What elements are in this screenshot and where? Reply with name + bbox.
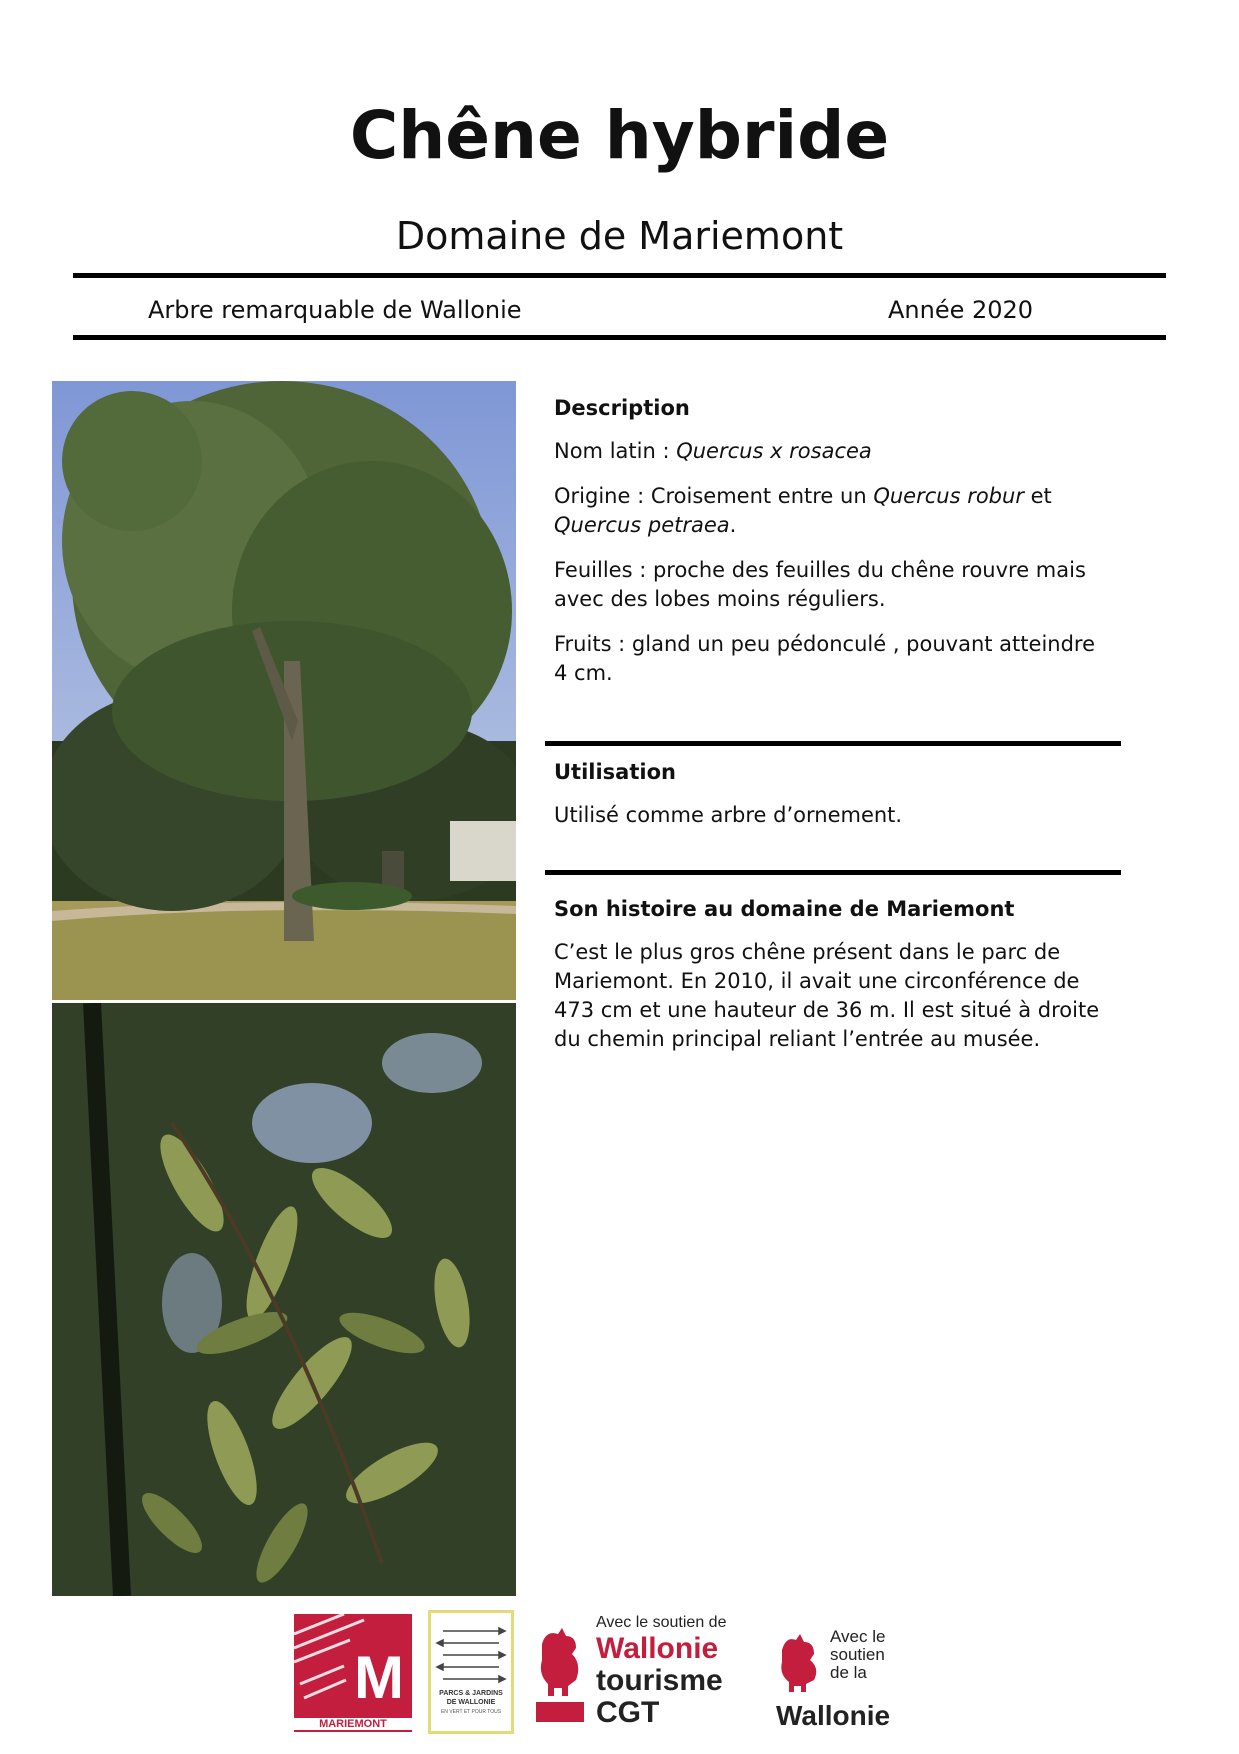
description-section [554, 394, 1114, 704]
fruits-line: Fruits : gland un peu pédonculé , pouvant atteindre 4 cm. [554, 632, 1096, 685]
mariemont-logo-label: MARIEMONT [294, 1718, 412, 1730]
leaves-line: Feuilles : proche des feuilles du chêne rouvre mais avec des lobes moins réguliers. [554, 558, 1086, 611]
history-text: C’est le plus gros chêne présent dans le parc de Mariemont. En 2010, il avait une circonférence de 473 cm et une hauteur de 36 m. Il est situé à droite du chemin principal reliant l’entrée au musée. [554, 940, 1100, 1051]
origin-species-petraea: Quercus petraea [554, 513, 730, 537]
tourisme-logo-line1: Avec le soutien de [596, 1614, 727, 1631]
origin-species-robur: Quercus robur [873, 484, 1024, 508]
latin-name-label: Nom latin : [554, 439, 677, 463]
mariemont-logo [294, 1614, 412, 1732]
section-rule-history [545, 870, 1121, 875]
parcs-logo-text [431, 1689, 511, 1707]
origin-end: . [729, 513, 737, 537]
soutien-logo-line1: Avec le [830, 1627, 886, 1646]
wallonie-tourisme-logo [532, 1614, 742, 1734]
label-year: Année 2020 [888, 296, 1034, 324]
parcs-logo-line2: DE WALLONIE [446, 1699, 496, 1706]
soutien-logo-line4: Wallonie [776, 1700, 891, 1731]
rooster-icon [532, 1624, 588, 1724]
tree-photo [52, 381, 516, 1000]
tourisme-logo-line3: tourisme [596, 1664, 723, 1697]
page-subtitle: Domaine de Mariemont [395, 214, 844, 258]
leaves-photo [52, 1003, 516, 1596]
usage-text: Utilisé comme arbre d’ornement. [554, 803, 903, 827]
origin-label: Origine : Croisement entre un [554, 484, 874, 508]
soutien-logo-text [830, 1628, 885, 1682]
usage-section [554, 758, 1114, 846]
latin-name-value: Quercus x rosacea [676, 439, 872, 463]
section-rule-usage [545, 741, 1121, 746]
soutien-logo-line3: de la [830, 1663, 867, 1682]
rooster-icon [774, 1632, 824, 1692]
origin-between: et [1023, 484, 1052, 508]
origin-line [554, 482, 1114, 540]
history-section [554, 895, 1114, 1070]
tourisme-logo-line2: Wallonie [596, 1632, 719, 1665]
parcs-jardins-logo [428, 1610, 514, 1734]
latin-name-line [554, 437, 1114, 466]
label-remarkable-tree: Arbre remarquable de Wallonie [148, 296, 522, 324]
header-rule-bottom [73, 335, 1166, 340]
parcs-logo-line1: PARCS & JARDINS [439, 1690, 503, 1697]
description-title: Description [554, 396, 690, 420]
soutien-wallonie-logo [774, 1628, 914, 1734]
page-title: Chêne hybride [349, 97, 890, 174]
history-title: Son histoire au domaine de Mariemont [554, 897, 1015, 921]
mariemont-logo-letter: M [354, 1644, 404, 1711]
tourisme-logo-line4: CGT [596, 1696, 660, 1729]
usage-title: Utilisation [554, 760, 676, 784]
header-rule-top [73, 273, 1166, 278]
soutien-logo-line2: soutien [830, 1645, 885, 1664]
parcs-logo-tagline: EN VERT ET POUR TOUS [440, 1709, 502, 1715]
